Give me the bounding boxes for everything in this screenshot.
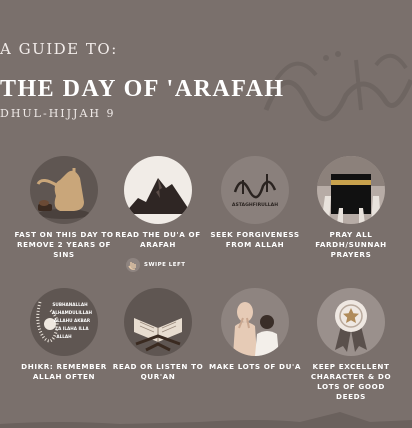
svg-text:ALLAH: ALLAH xyxy=(56,334,72,339)
quran-stand-icon xyxy=(124,288,192,356)
astaghfirullah-calligraphy-icon xyxy=(221,156,289,224)
swipe-hint[interactable] xyxy=(126,258,186,272)
award-badge-icon xyxy=(317,288,385,356)
card-label: PRAY ALL FARDH/SUNNAH PRAYERS xyxy=(315,230,387,259)
mountain-icon xyxy=(124,156,192,224)
card-label: MAKE LOTS OF DU'A xyxy=(209,362,301,371)
svg-text:LA ILAHA ILLA: LA ILAHA ILLA xyxy=(55,326,89,331)
card-label: READ OR LISTEN TO QUR'AN xyxy=(112,362,204,381)
card-fast xyxy=(14,156,114,260)
page-title: THE DAY OF 'ARAFAH xyxy=(0,76,285,102)
kaaba-icon xyxy=(317,156,385,224)
svg-text:ALLAHU AKBAR: ALLAHU AKBAR xyxy=(53,318,91,323)
decorative-floor xyxy=(0,410,412,428)
card-quran xyxy=(108,288,208,382)
hand-swipe-icon xyxy=(126,258,140,272)
dallah-coffee-pot-icon xyxy=(30,156,98,224)
swipe-hint-label: SWIPE LEFT xyxy=(144,262,186,268)
card-label: DHIKR: REMEMBER ALLAH OFTEN xyxy=(21,362,107,381)
svg-text:ALHAMDULILLAH: ALHAMDULILLAH xyxy=(51,310,93,315)
card-label: KEEP EXCELLENT CHARACTER & DO LOTS OF GOOD DEEDS xyxy=(310,362,392,401)
prayer-beads-icon xyxy=(30,288,98,356)
date-subtitle: DHUL-HIJJAH 9 xyxy=(0,107,116,120)
card-make-dua xyxy=(205,288,305,372)
guide-subtitle: A GUIDE TO: xyxy=(0,40,118,58)
card-forgiveness xyxy=(205,156,305,250)
card-prayers xyxy=(301,156,401,260)
card-good-character xyxy=(301,288,401,402)
card-dua-arafah xyxy=(108,156,208,250)
card-label: FAST ON THIS DAY TO REMOVE 2 YEARS OF SINS xyxy=(14,230,114,259)
svg-text:SUBHANALLAH: SUBHANALLAH xyxy=(52,302,88,307)
praying-family-icon xyxy=(221,288,289,356)
card-inner-text: ASTAGHFIRULLAH xyxy=(231,203,279,208)
card-label: READ THE DU'A OF ARAFAH xyxy=(115,230,201,249)
card-label: SEEK FORGIVENESS FROM ALLAH xyxy=(210,230,300,249)
card-dhikr xyxy=(14,288,114,382)
